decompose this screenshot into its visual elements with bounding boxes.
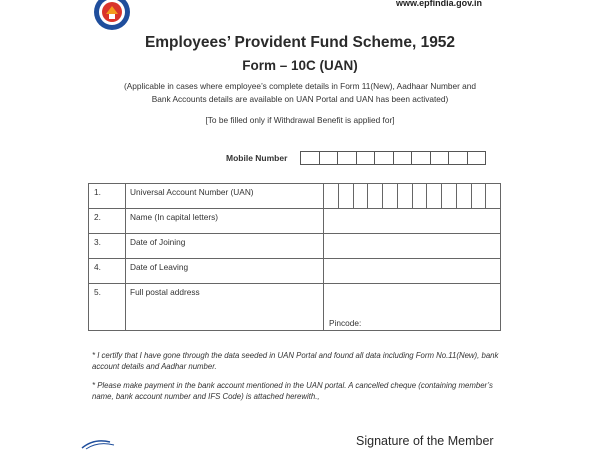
uan-field[interactable] bbox=[324, 184, 501, 209]
applicable-line-2: Bank Accounts details are available on UAN Portal and UAN has been activated) bbox=[151, 93, 449, 104]
member-details-table bbox=[88, 183, 501, 331]
mobile-digit-box[interactable] bbox=[301, 152, 320, 164]
member-signature-label: Signature of the Member bbox=[356, 434, 494, 448]
table-row bbox=[89, 234, 501, 259]
row-number: 4. bbox=[89, 259, 126, 284]
document-title: Employees’ Provident Fund Scheme, 1952 bbox=[144, 34, 456, 51]
name-field[interactable] bbox=[324, 209, 501, 234]
uan-digit-box[interactable] bbox=[457, 184, 472, 208]
mobile-digit-box[interactable] bbox=[449, 152, 468, 164]
date-of-leaving-field[interactable] bbox=[324, 259, 501, 284]
form-name: Form – 10C (UAN) bbox=[242, 58, 358, 73]
uan-boxes[interactable] bbox=[324, 184, 500, 208]
table-row bbox=[89, 209, 501, 234]
row-number: 1. bbox=[89, 184, 126, 209]
mobile-digit-box[interactable] bbox=[375, 152, 394, 164]
table-row bbox=[89, 284, 501, 331]
table-row bbox=[89, 184, 501, 209]
epfo-logo-icon bbox=[92, 0, 132, 32]
row-label: Name (In capital letters) bbox=[126, 209, 324, 234]
payment-note: * Please make payment in the bank account mentioned in the UAN portal. A cancelled cheque (containing member’s name, bank account number and IFS Code) is attached herewith., bbox=[92, 381, 493, 401]
mobile-digit-box[interactable] bbox=[338, 152, 357, 164]
website-url: www.epfindia.gov.in bbox=[395, 0, 482, 8]
uan-digit-box[interactable] bbox=[442, 184, 457, 208]
row-label: Date of Joining bbox=[126, 234, 324, 259]
pincode-label: Pincode: bbox=[329, 318, 362, 328]
mobile-digit-box[interactable] bbox=[431, 152, 450, 164]
date-of-joining-field[interactable] bbox=[324, 234, 501, 259]
certification-note: * I certify that I have gone through the data seeded in UAN Portal and found all data including Form No.11(New), bank account details and Aadhar number. bbox=[92, 351, 499, 371]
mobile-number-field[interactable] bbox=[300, 151, 486, 165]
uan-digit-box[interactable] bbox=[354, 184, 369, 208]
mobile-digit-box[interactable] bbox=[412, 152, 431, 164]
mobile-digit-box[interactable] bbox=[357, 152, 376, 164]
mobile-digit-box[interactable] bbox=[394, 152, 413, 164]
postal-address-field[interactable] bbox=[324, 284, 501, 331]
mobile-digit-box[interactable] bbox=[320, 152, 339, 164]
row-label: Date of Leaving bbox=[126, 259, 324, 284]
applicable-note bbox=[100, 80, 500, 105]
mobile-digit-box[interactable] bbox=[468, 152, 487, 164]
row-number: 3. bbox=[89, 234, 126, 259]
table-row bbox=[89, 259, 501, 284]
uan-digit-box[interactable] bbox=[413, 184, 428, 208]
applicable-line-1: (Applicable in cases where employee’s complete details in Form 11(New), Aadhaar Number and bbox=[123, 81, 477, 91]
uan-digit-box[interactable] bbox=[398, 184, 413, 208]
uan-digit-box[interactable] bbox=[324, 184, 339, 208]
uan-digit-box[interactable] bbox=[368, 184, 383, 208]
uan-digit-box[interactable] bbox=[339, 184, 354, 208]
decorative-swoosh-icon bbox=[80, 436, 120, 450]
fill-note: [To be filled only if Withdrawal Benefit is applied for] bbox=[205, 115, 395, 125]
row-label: Full postal address bbox=[126, 284, 324, 331]
uan-digit-box[interactable] bbox=[472, 184, 487, 208]
uan-digit-box[interactable] bbox=[427, 184, 442, 208]
mobile-number-label: Mobile Number bbox=[226, 153, 288, 163]
row-label: Universal Account Number (UAN) bbox=[126, 184, 324, 209]
uan-digit-box[interactable] bbox=[486, 184, 500, 208]
row-number: 2. bbox=[89, 209, 126, 234]
uan-digit-box[interactable] bbox=[383, 184, 398, 208]
row-number: 5. bbox=[89, 284, 126, 331]
